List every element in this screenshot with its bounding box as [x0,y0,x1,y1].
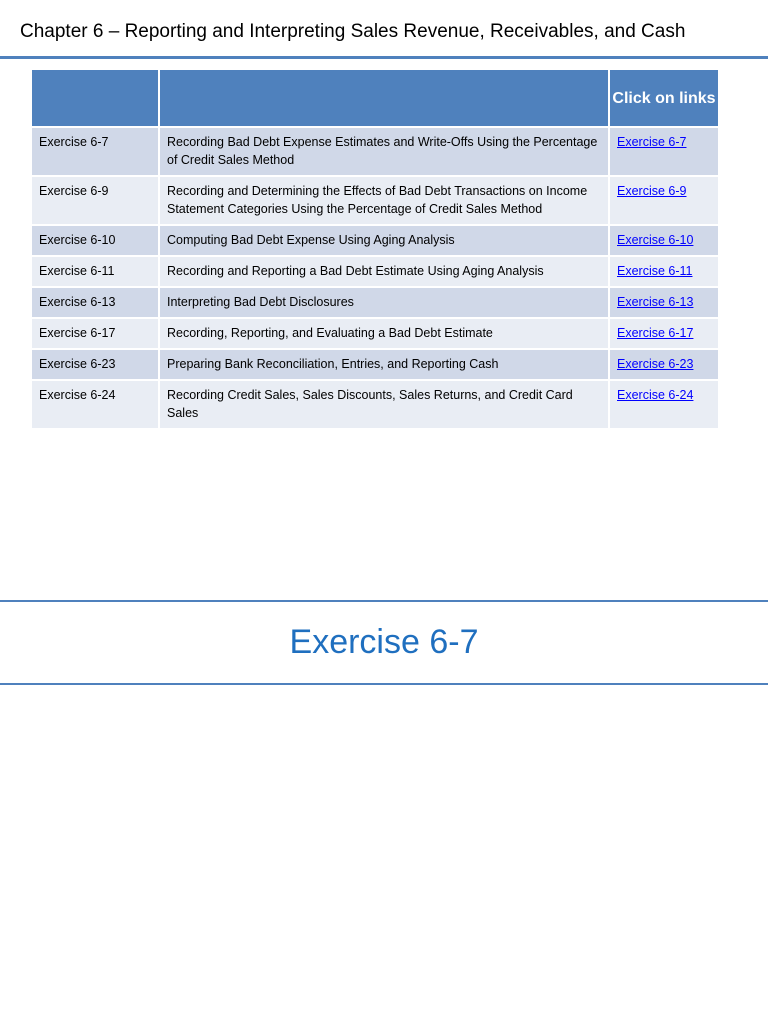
section-heading: Exercise 6-7 [289,623,479,661]
table-row [32,176,718,225]
exercise-description: Preparing Bank Reconciliation, Entries, and Reporting Cash [159,349,609,380]
table-row [32,127,718,176]
exercise-link[interactable]: Exercise 6-10 [617,233,694,247]
table-header-row [32,70,718,127]
exercise-number: Exercise 6-10 [32,225,159,256]
exercise-number: Exercise 6-24 [32,380,159,429]
header-description [159,70,609,127]
exercise-link[interactable]: Exercise 6-7 [617,135,687,149]
header-exercise [32,70,159,127]
exercise-number: Exercise 6-17 [32,318,159,349]
table-row [32,349,718,380]
table-row [32,287,718,318]
section-divider-bottom [0,683,768,685]
exercise-link[interactable]: Exercise 6-17 [617,326,694,340]
table-row [32,225,718,256]
exercise-link-cell [609,127,718,176]
exercise-description: Computing Bad Debt Expense Using Aging Analysis [159,225,609,256]
exercise-link-cell [609,349,718,380]
exercise-number: Exercise 6-9 [32,176,159,225]
exercise-link-cell [609,256,718,287]
exercise-description: Recording, Reporting, and Evaluating a Bad Debt Estimate [159,318,609,349]
exercise-number: Exercise 6-7 [32,127,159,176]
exercise-link-cell [609,380,718,429]
exercise-link-cell [609,287,718,318]
exercise-link-cell [609,318,718,349]
exercise-link[interactable]: Exercise 6-24 [617,388,694,402]
exercise-description: Recording and Determining the Effects of Bad Debt Transactions on Income Statement Categories Using the Percentage of Credit Sales Method [159,176,609,225]
exercise-table [32,70,718,430]
table-row [32,318,718,349]
exercise-number: Exercise 6-11 [32,256,159,287]
exercise-link[interactable]: Exercise 6-9 [617,184,687,198]
exercise-description: Recording Credit Sales, Sales Discounts, Sales Returns, and Credit Card Sales [159,380,609,429]
exercise-link[interactable]: Exercise 6-11 [617,264,693,278]
table-row [32,256,718,287]
exercise-description: Interpreting Bad Debt Disclosures [159,287,609,318]
exercise-link[interactable]: Exercise 6-13 [617,295,694,309]
header-links: Click on links [609,70,718,127]
exercise-link[interactable]: Exercise 6-23 [617,357,694,371]
title-divider [0,56,768,59]
exercise-link-cell [609,225,718,256]
table-row [32,380,718,429]
exercise-description: Recording Bad Debt Expense Estimates and Write-Offs Using the Percentage of Credit Sales Method [159,127,609,176]
section-divider-top [0,600,768,602]
exercise-link-cell [609,176,718,225]
exercise-description: Recording and Reporting a Bad Debt Estimate Using Aging Analysis [159,256,609,287]
exercise-number: Exercise 6-13 [32,287,159,318]
page-title: Chapter 6 – Reporting and Interpreting Sales Revenue, Receivables, and Cash [20,21,686,42]
exercise-number: Exercise 6-23 [32,349,159,380]
